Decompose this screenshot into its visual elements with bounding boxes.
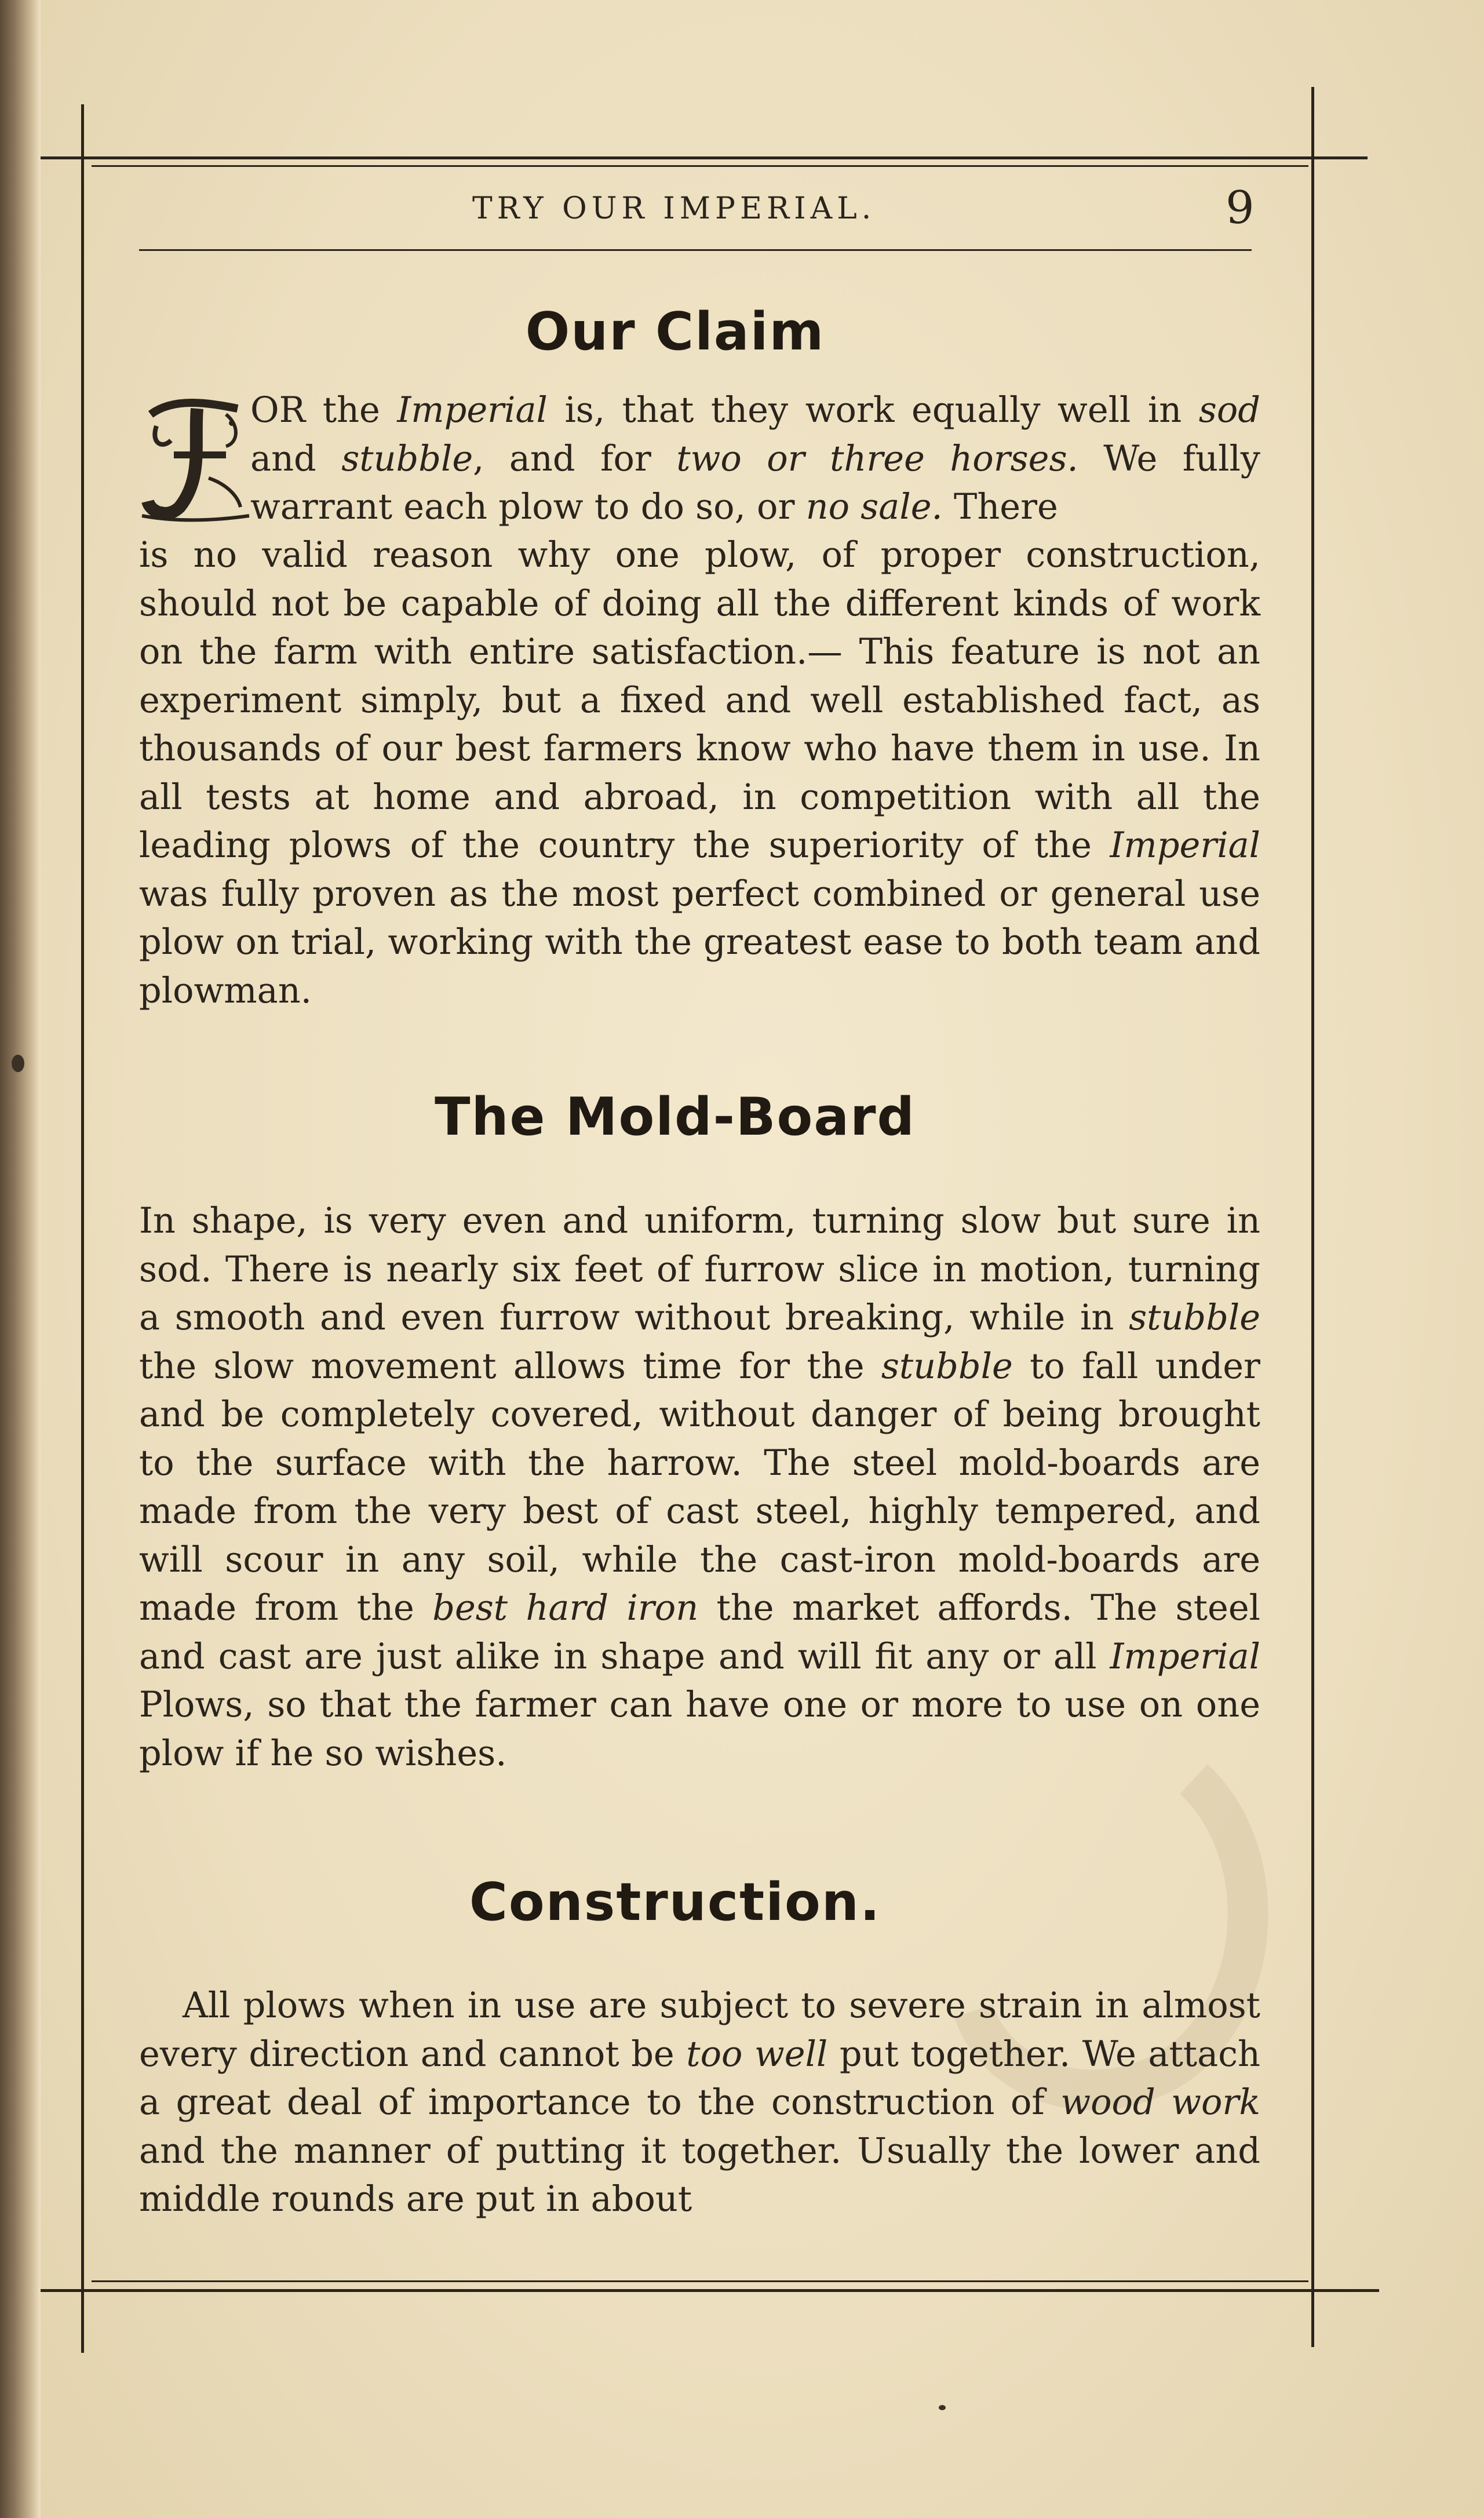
claim-paragraph-first [250, 387, 1260, 532]
top-frame-rule [41, 156, 1368, 159]
ornate-dropcap-f [139, 391, 255, 524]
running-head [90, 180, 1255, 238]
book-binding-shadow [0, 0, 41, 2518]
claim-paragraph-rest: is no valid reason why one plow, of proper construction, should not be capable of doing all the different kinds of work on the farm with entire satisfaction.— This feature is not an experiment simply, but a fixed and well established fact, as thousands of our best farmers know who have them in use. In all tests at home and abroad, in competition with all the leading plows of the country the superiority of the Imperial was fully proven as the most perfect combined or general use plow on trial, working with the greatest ease to both team and plowman. [139, 535, 1260, 1011]
heading-construction: Construction. [469, 1872, 881, 1933]
claim-first-text: OR the Imperial is, that they work equally well in sod and stubble, and for two or three horses. We fully warrant each plow to do so, or no sale. There [250, 390, 1260, 527]
top-frame-rule-inner [92, 165, 1308, 167]
left-frame-rule [81, 104, 84, 2353]
page-number: 9 [1226, 182, 1255, 234]
paper-speck [12, 1055, 24, 1072]
head-underline-rule [139, 249, 1252, 251]
bottom-frame-rule-inner [92, 2280, 1308, 2282]
construction-paragraph: All plows when in use are subject to severe strain in almost every direction and cannot be too well put together. We attach a great deal of importance to the construction of wood work and the manner of putting it together. Usually the lower and middle rounds are put in about [139, 1985, 1260, 2220]
bottom-frame-rule [41, 2289, 1379, 2292]
heading-mold-board: The Mold-Board [435, 1087, 916, 1147]
running-title: TRY OUR IMPERIAL. [472, 191, 876, 226]
heading-our-claim: Our Claim [525, 301, 825, 362]
paper-speck [939, 2405, 946, 2410]
mold-board-paragraph: In shape, is very even and uniform, turning slow but sure in sod. There is nearly six feet of furrow slice in motion, turning a smooth and even furrow without breaking, while in stubble the slow movement allows time for the stubble to fall under and be completely covered, without danger of being brought to the surface with the harrow. The steel mold-boards are made from the very best of cast steel, highly tempered, and will scour in any soil, while the cast-iron mold-boards are made from the best hard iron the market affords. The steel and cast are just alike in shape and will fit any or all Imperial Plows, so that the farmer can have one or more to use on one plow if he so wishes. [139, 1201, 1260, 1774]
right-frame-rule [1311, 87, 1314, 2347]
